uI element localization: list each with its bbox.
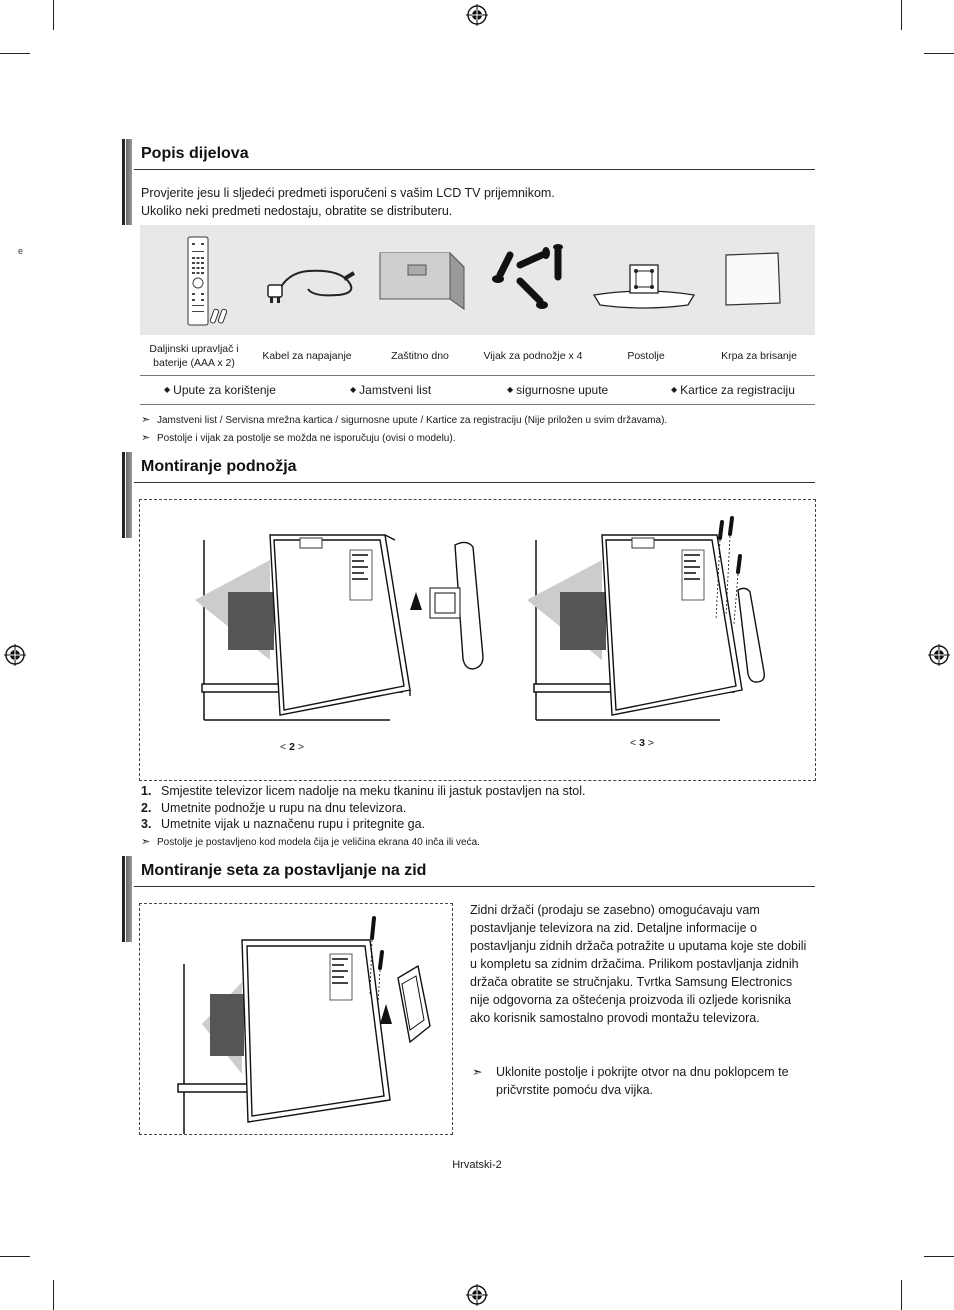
- part-label: Postolje: [627, 350, 665, 362]
- extra-item: ◆ Upute za korištenje: [164, 383, 276, 397]
- registration-mark-icon: [466, 4, 488, 26]
- crop-mark: [924, 1256, 954, 1257]
- note-arrow-icon: ➣: [141, 432, 151, 444]
- note-text: Postolje i vijak za postolje se možda ne isporučuju (ovisi o modelu).: [157, 433, 456, 444]
- extra-label: sigurnosne upute: [516, 383, 609, 397]
- section-bar: [122, 139, 132, 225]
- stand-note: [141, 835, 480, 848]
- extra-label: Jamstveni list: [359, 383, 432, 397]
- registration-mark-icon: [466, 1284, 488, 1306]
- stand-icon: [590, 225, 702, 335]
- part-label: Vijak za podnožje x 4: [483, 350, 583, 362]
- registration-mark-icon: [928, 644, 950, 666]
- crop-mark: [53, 0, 54, 30]
- side-tab: e: [18, 246, 24, 256]
- part-label: Daljinski upravljač i baterije (AAA x 2): [149, 343, 239, 369]
- intro-line: Ukoliko neki predmeti nedostaju, obratite se distributeru.: [141, 204, 453, 218]
- registration-mark-icon: [4, 644, 26, 666]
- page-footer: Hrvatski-2: [452, 1159, 502, 1171]
- parts-image-band: [140, 225, 815, 335]
- wall-description: Zidni držači (prodaju se zasebno) omogućavaju vam postavljanje televizora na zid. Detaljne informacije o postavljanju zidnih držača potražite u uputama koje ste dobili u kompletu sa zidnim držačima. Prilikom postavljanja zidnih držača obratite se stručnjaku. Tvrtka Samsung Electronics nije odgovorna za oštećenja proizvoda ili ozljede korisnika ako korisnik samostalno provodi montažu televizora.: [470, 903, 807, 1025]
- crop-mark: [901, 1280, 902, 1310]
- protective-base-icon: [368, 225, 480, 335]
- note-arrow-icon: ➣: [141, 836, 151, 848]
- crop-mark: [901, 0, 902, 30]
- intro-line: Provjerite jesu li sljedeći predmeti isporučeni s vašim LCD TV prijemnikom.: [141, 186, 555, 200]
- section-rule: [134, 169, 815, 170]
- extra-label: Upute za korištenje: [173, 383, 276, 397]
- section-bar: [122, 452, 132, 538]
- note-arrow-icon: ➣: [472, 1065, 483, 1079]
- extras-row: [140, 375, 815, 405]
- stand-illustration: [140, 500, 815, 780]
- crop-mark: [0, 53, 30, 54]
- section-rule: [134, 886, 815, 887]
- parts-note: [141, 431, 455, 444]
- extra-item: ◆ Kartice za registraciju: [671, 383, 795, 397]
- crop-mark: [53, 1280, 54, 1310]
- power-cable-icon: [258, 225, 370, 335]
- note-text: Postolje je postavljeno kod modela čija je veličina ekrana 40 inča ili veća.: [157, 837, 480, 848]
- extra-item: ◆ sigurnosne upute: [507, 383, 609, 397]
- remote-control-icon: [148, 225, 260, 335]
- wall-figure-box: [139, 903, 453, 1135]
- parts-intro: [141, 184, 555, 220]
- note-arrow-icon: ➣: [141, 414, 151, 426]
- part-label: Kabel za napajanje: [262, 350, 352, 362]
- step-number: 2.: [141, 800, 152, 815]
- wall-note: [472, 1063, 812, 1099]
- note-text: Uklonite postolje i pokrijte otvor na dnu poklopcem te pričvrstite pomoću dva vijka.: [496, 1065, 789, 1097]
- step-number: 1.: [141, 784, 152, 798]
- section-rule: [134, 482, 815, 483]
- step-number: 3.: [141, 817, 152, 831]
- step-row: [141, 783, 586, 800]
- stand-figure-box: [139, 499, 816, 781]
- figure-label-3: < 3 >: [630, 737, 654, 749]
- parts-note: [141, 413, 667, 426]
- crop-mark: [0, 1256, 30, 1257]
- step-text: Umetnite podnožje u rupu na dnu televizora.: [161, 800, 407, 815]
- extra-label: Kartice za registraciju: [680, 383, 795, 397]
- step-row: [141, 800, 586, 817]
- section-title-wall: Montiranje seta za postavljanje na zid: [141, 862, 427, 879]
- screws-icon: [480, 225, 592, 335]
- crop-mark: [924, 53, 954, 54]
- extra-item: ◆ Jamstveni list: [350, 383, 432, 397]
- section-bar: [122, 856, 132, 942]
- part-label: Zaštitno dno: [391, 350, 449, 362]
- section-title-stand: Montiranje podnožja: [141, 458, 297, 475]
- note-text: Jamstveni list / Servisna mrežna kartica / sigurnosne upute / Kartice za registraciju (Nije priložen u svim državama).: [157, 415, 668, 426]
- part-label: Krpa za brisanje: [721, 350, 797, 362]
- section-title-parts: Popis dijelova: [141, 145, 249, 162]
- figure-label-2: < 2 >: [280, 741, 304, 753]
- step-text: Umetnite vijak u naznačenu rupu i pritegnite ga.: [161, 817, 426, 831]
- step-text: Smjestite televizor licem nadolje na meku tkaninu ili jastuk postavljen na stol.: [161, 784, 586, 798]
- cloth-icon: [700, 225, 812, 335]
- wall-mount-illustration: [140, 904, 452, 1134]
- step-row: [141, 816, 586, 833]
- stand-steps: [141, 783, 586, 833]
